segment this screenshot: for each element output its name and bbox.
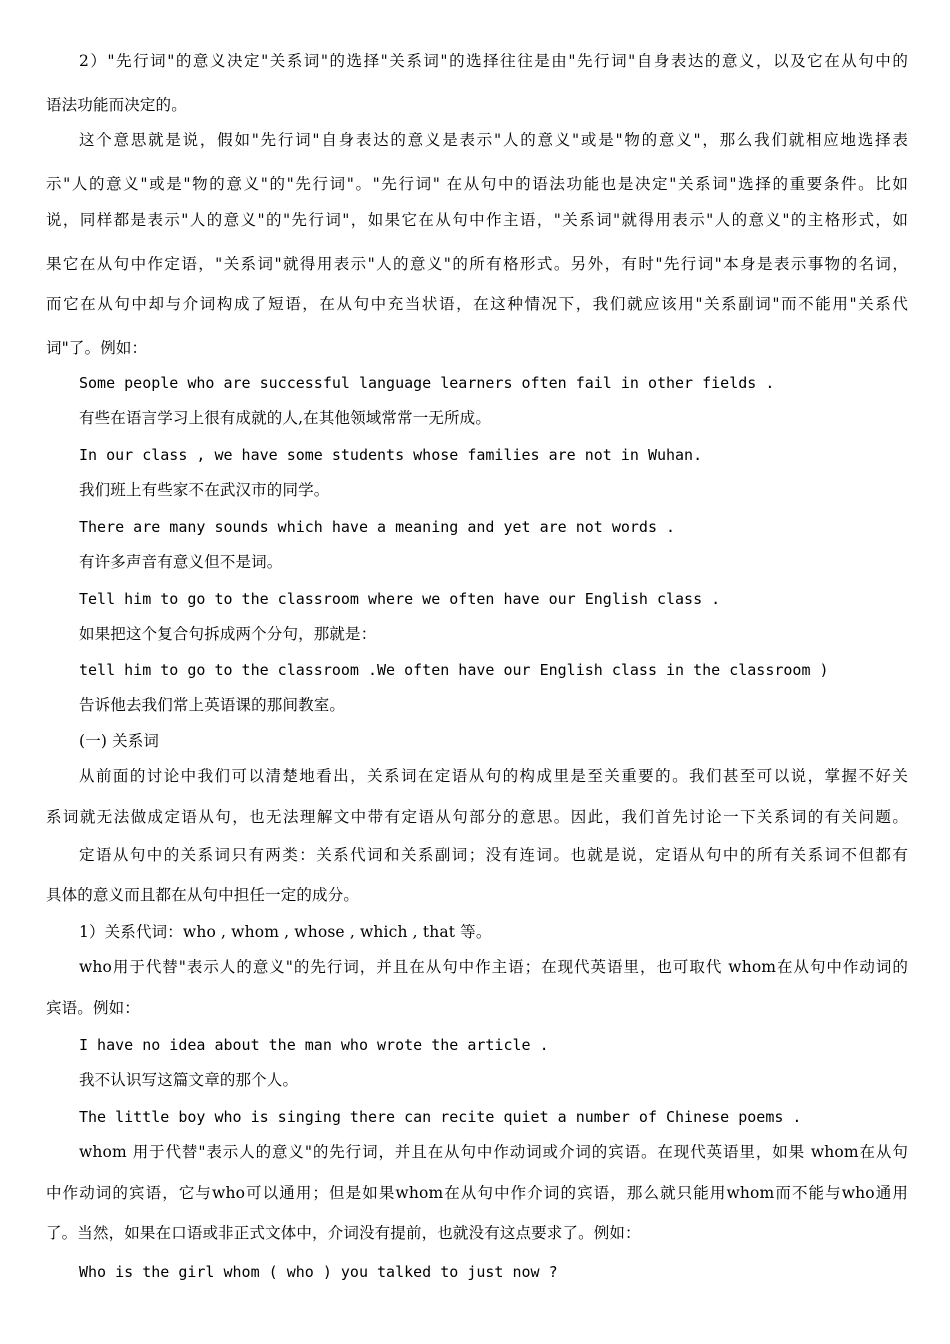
example-sentence: There are many sounds which have a meaning and yet are not words . xyxy=(79,518,676,536)
paragraph-line: 了。当然，如果在口语或非正式文体中，介词没有提前，也就没有这点要求了。例如： xyxy=(46,1224,641,1242)
example-sentence: I have no idea about the man who wrote the article . xyxy=(79,1036,549,1054)
paragraph-line: 如果把这个复合句拆成两个分句，那就是： xyxy=(79,625,377,643)
paragraph-line: 示"人的意义"或是"物的意义"的"先行词"。"先行词" 在从句中的语法功能也是决定"关系词"选择的重要条件。比如 xyxy=(46,175,908,193)
paragraph-line: 2）"先行词"的意义决定"关系词"的选择"关系词"的选择往往是由"先行词"自身表达的意义，以及它在从句中的 xyxy=(79,52,908,70)
paragraph-line: 这个意思就是说，假如"先行词"自身表达的意义是表示"人的意义"或是"物的意义"，那么我们就相应地选择表 xyxy=(79,131,908,149)
paragraph-line: 从前面的讨论中我们可以清楚地看出，关系词在定语从句的构成里是至关重要的。我们甚至可以说，掌握不好关 xyxy=(79,767,908,785)
subsection-heading: 1）关系代词：who , whom , whose , which , that 等。 xyxy=(79,923,492,941)
paragraph-line: 语法功能而决定的。 xyxy=(46,96,187,114)
paragraph-line: 词"了。例如： xyxy=(46,339,148,357)
paragraph-line: 系词就无法做成定语从句，也无法理解文中带有定语从句部分的意思。因此，我们首先讨论一下关系词的有关问题。 xyxy=(46,808,908,826)
section-heading: (一) 关系词 xyxy=(79,732,160,750)
paragraph-line: who用于代替"表示人的意义"的先行词，并且在从句中作主语；在现代英语里，也可取代 whom在从句中作动词的 xyxy=(79,958,908,976)
example-translation: 有些在语言学习上很有成就的人,在其他领域常常一无所成。 xyxy=(79,409,491,427)
paragraph-line: 宾语。例如： xyxy=(46,999,140,1017)
paragraph-line: 具体的意义而且都在从句中担任一定的成分。 xyxy=(46,886,360,904)
example-sentence: tell him to go to the classroom .We often have our English class in the classroom ) xyxy=(79,661,829,679)
example-translation: 我不认识写这篇文章的那个人。 xyxy=(79,1071,299,1089)
paragraph-line: 果它在从句中作定语，"关系词"就得用表示"人的意义"的所有格形式。另外，有时"先行词"本身是表示事物的名词， xyxy=(46,255,908,273)
paragraph-line: 说，同样都是表示"人的意义"的"先行词"，如果它在从句中作主语，"关系词"就得用表示"人的意义"的主格形式，如 xyxy=(46,211,908,229)
paragraph-line: whom 用于代替"表示人的意义"的先行词，并且在从句中作动词或介词的宾语。在现代英语里，如果 whom在从句 xyxy=(79,1143,908,1161)
paragraph-line: 定语从句中的关系词只有两类：关系代词和关系副词；没有连词。也就是说，定语从句中的所有关系词不但都有 xyxy=(79,846,908,864)
example-sentence: Tell him to go to the classroom where we often have our English class . xyxy=(79,590,721,608)
example-sentence: Some people who are successful language learners often fail in other fields . xyxy=(79,374,775,392)
example-translation: 告诉他去我们常上英语课的那间教室。 xyxy=(79,696,346,714)
paragraph-line: 中作动词的宾语，它与who可以通用；但是如果whom在从句中作介词的宾语，那么就只能用whom而不能与who通用 xyxy=(46,1184,908,1202)
example-sentence: The little boy who is singing there can recite quiet a number of Chinese poems . xyxy=(79,1108,802,1126)
example-translation: 有许多声音有意义但不是词。 xyxy=(79,553,283,571)
example-translation: 我们班上有些家不在武汉市的同学。 xyxy=(79,481,330,499)
example-sentence: Who is the girl whom ( who ) you talked to just now ? xyxy=(79,1263,558,1281)
example-sentence: In our class , we have some students whose families are not in Wuhan. xyxy=(79,446,703,464)
paragraph-line: 而它在从句中却与介词构成了短语，在从句中充当状语，在这种情况下，我们就应该用"关系副词"而不能用"关系代 xyxy=(46,295,908,313)
